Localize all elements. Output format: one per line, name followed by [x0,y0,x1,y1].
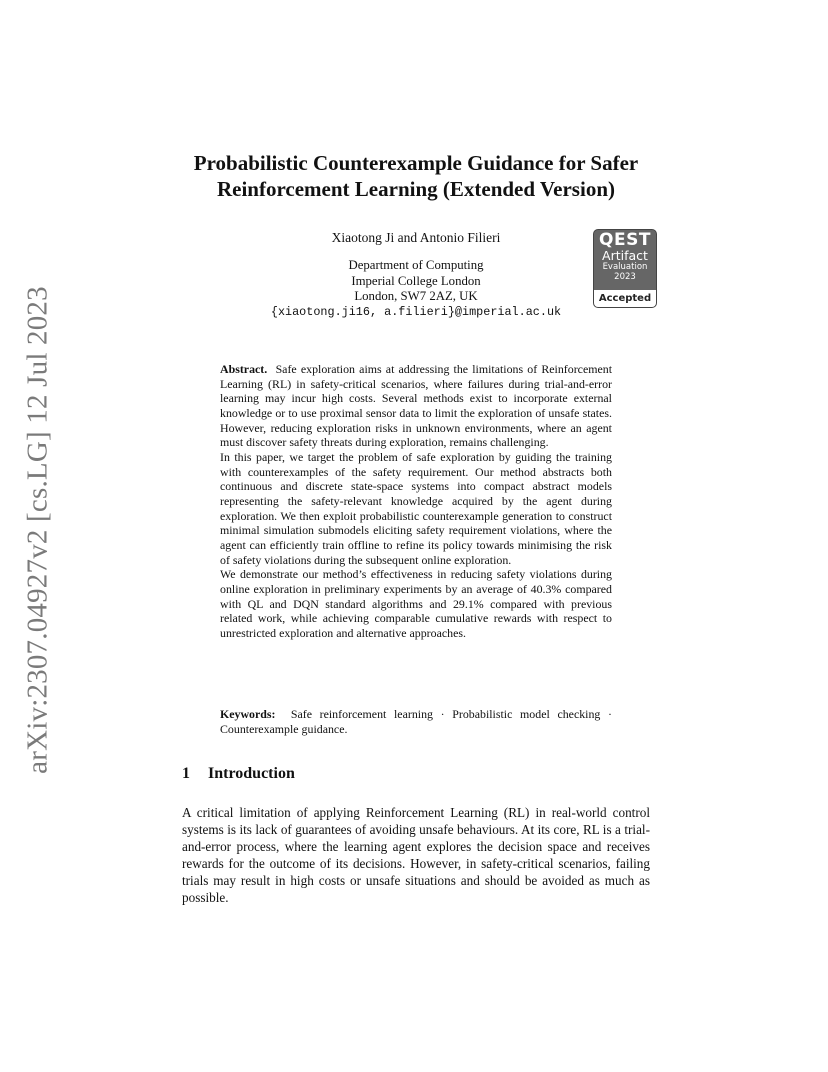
abstract-label: Abstract. [220,362,268,376]
abstract-paragraph-2: In this paper, we target the problem of safe exploration by guiding the training with counterexamples of the safety requirement. Our method abstracts both continuous and discrete state-space systems into compact abstract models representing the safety-relevant knowledge acquired by the agent during exploration. We then exploit probabilistic counterexample generation to construct minimal simulation submodels eliciting safety requirement violations, where the agent can efficiently train offline to refine its policy towards minimising the risk of safety violations during the subsequent online exploration. [220,449,612,567]
section-number: 1 [182,765,190,782]
keywords-label: Keywords: [220,707,276,721]
abstract-paragraph-1 [220,362,612,450]
affiliation-institution: Imperial College London [351,273,481,288]
intro-paragraph: A critical limitation of applying Reinforcement Learning (RL) in real-world control systems is its lack of guarantees of avoiding unsafe behaviours. At its core, RL is a trial-and-error process, where the learning agent explores the decision space and receives rewards for the outcome of its decisions. However, in safety-critical scenarios, failing trials may result in high costs or unsafe situations and should be avoided as much as possible. [182,805,650,906]
paper-title [140,150,692,202]
arxiv-identifier: arXiv:2307.04927v2 [cs.LG] 12 Jul 2023 [21,286,54,774]
abstract-paragraph-3: We demonstrate our method’s effectiveness in reducing safety violations during online exploration in preliminary experiments by an average of 40.3% compared with QL and DQN standard algorithms and 29.1% compared with previous related work, while achieving comparable cumulative rewards with respect to unrestricted exploration and alternative approaches. [220,567,612,640]
abstract [220,362,612,640]
badge-year: 2023 [614,272,636,282]
abstract-text-1: Safe exploration aims at addressing the limitations of Reinforcement Learning (RL) in safety-critical scenarios, where failures during trial-and-error learning may incur high costs. Several methods exist to incorporate external knowledge or to use proximal sensor data to limit the exploration of unsafe states. However, reducing exploration risks in unknown environments, where an agent must discover safety threats during exploration, remains challenging. [220,362,612,450]
affiliation-department: Department of Computing [348,258,484,272]
badge-accepted: Accepted [594,290,656,307]
section-heading [182,765,295,783]
badge-artifact: Artifact [602,248,648,263]
badge-qest: QEST [599,230,651,250]
paper-title-line-2: Reinforcement Learning (Extended Version) [216,177,615,201]
keywords-text: Safe reinforcement learning · Probabilistic model checking · Counterexample guidance. [220,707,612,736]
artifact-evaluation-badge [593,229,657,308]
author-emails: {xiaotong.ji16, a.filieri}@imperial.ac.uk [270,304,562,319]
affiliation-address: London, SW7 2AZ, UK [354,289,478,303]
section-title: Introduction [208,765,295,782]
paper-title-line-1: Probabilistic Counterexample Guidance for Safer [193,151,639,175]
keywords [220,707,612,737]
affiliation [220,258,612,320]
authors: Xiaotong Ji and Antonio Filieri [331,230,501,245]
badge-evaluation: Evaluation [602,262,648,272]
